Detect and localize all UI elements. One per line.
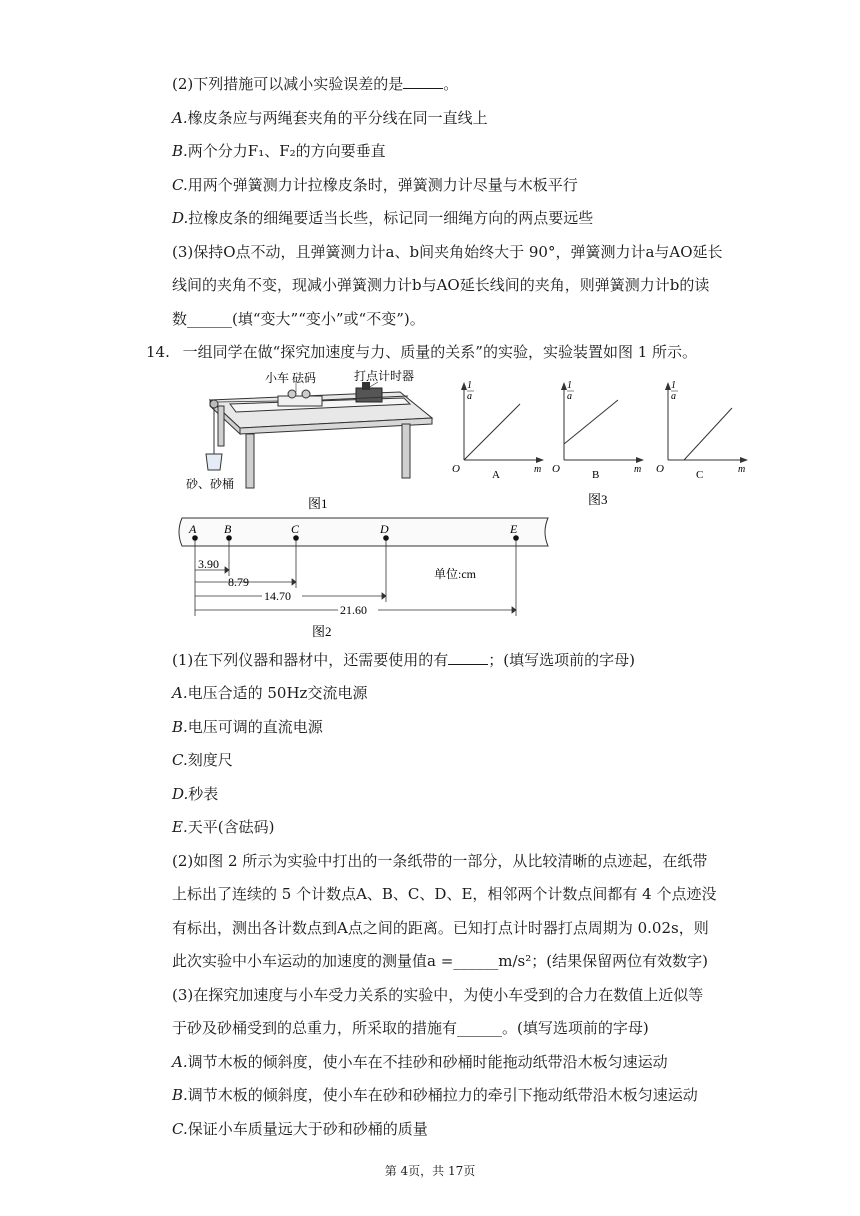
svg-text:O: O	[452, 463, 460, 475]
graph-a	[452, 380, 544, 481]
q13-option-a: A.橡皮条应与两绳套夹角的平分线在同一直线上	[172, 109, 488, 127]
graph-b	[552, 380, 644, 481]
svg-text:a: a	[467, 391, 472, 402]
q13-part3-line1: (3)保持O点不动，且弹簧测力计a、b间夹角始终大于 90°，弹簧测力计a与AO延长	[172, 243, 723, 261]
svg-text:C: C	[696, 469, 704, 481]
q13-part3-line2: 线间的夹角不变，现减小弹簧测力计b与AO延长线间的夹角，则弹簧测力计b的读	[172, 276, 710, 294]
q14-p3-option-b: B.调节木板的倾斜度，使小车在砂和砂桶拉力的牵引下拖动纸带沿木板匀速运动	[172, 1086, 698, 1104]
label-timer: 打点计时器	[354, 370, 415, 383]
q13-part2-question: (2)下列措施可以减小实验误差的是 。	[172, 75, 459, 93]
tape-point-e	[513, 535, 519, 541]
sand-bucket	[206, 454, 222, 470]
svg-text:O: O	[656, 463, 664, 475]
svg-text:a: a	[671, 391, 676, 402]
svg-text:m: m	[534, 464, 542, 475]
tape-point-c	[293, 535, 299, 541]
q14-p1-option-e: E.天平(含砝码)	[172, 818, 275, 836]
table-leg	[402, 424, 410, 478]
q14-part2-line2: 上标出了连续的 5 个计数点A、B、C、D、E，相邻两个计数点间都有 4 个点迹没	[172, 885, 717, 903]
q14-p3-option-a: A.调节木板的倾斜度，使小车在不挂砂和砂桶时能拖动纸带沿木板匀速运动	[172, 1053, 668, 1071]
q14-p3-option-c: C.保证小车质量远大于砂和砂桶的质量	[172, 1120, 428, 1138]
tape-point-a	[192, 535, 198, 541]
figure-1-apparatus	[170, 370, 450, 515]
figure-2-paper-tape	[176, 516, 556, 642]
q14-part2-line1: (2)如图 2 所示为实验中打出的一条纸带的一部分，从比较清晰的点迹起，在纸带	[172, 852, 708, 870]
label-sand: 砂、砂桶	[186, 477, 235, 491]
dot-timer	[356, 388, 382, 402]
distance-ae: 21.60	[340, 603, 367, 617]
q13-option-c: C.用两个弹簧测力计拉橡皮条时，弹簧测力计尽量与木板平行	[172, 176, 578, 194]
svg-text:B: B	[592, 469, 600, 481]
unit-label: 单位:cm	[434, 567, 476, 581]
svg-text:E: E	[510, 522, 518, 536]
answer-blank[interactable]	[448, 650, 488, 665]
q14-p1-option-c: C.刻度尺	[172, 751, 233, 769]
distance-ab: 3.90	[198, 557, 219, 571]
paper-tape	[179, 518, 548, 546]
tape-point-d	[383, 535, 389, 541]
answer-blank[interactable]	[403, 74, 443, 89]
figure-2-caption: 图2	[312, 624, 332, 639]
q14-part2-line3: 有标出，测出各计数点到A点之间的距离。已知打点计时器打点周期为 0.02s，则	[172, 919, 709, 937]
q14-intro: 14. 一组同学在做“探究加速度与力、质量的关系”的实验，实验装置如图 1 所示。	[146, 343, 698, 361]
svg-text:A: A	[189, 522, 197, 536]
tape-point-b	[226, 535, 232, 541]
distance-ad: 14.70	[264, 589, 291, 603]
svg-text:m: m	[738, 464, 746, 475]
svg-text:D: D	[380, 522, 389, 536]
distance-ac: 8.79	[228, 575, 249, 589]
q14-part1-question: (1)在下列仪器和器材中，还需要使用的有 ；(填写选项前的字母)	[172, 651, 635, 669]
figure-3-caption: 图3	[588, 492, 608, 507]
q13-part3-line3: 数______(填“变大”“变小”或“不变”)。	[172, 310, 425, 328]
label-cart: 小车 砝码	[265, 371, 317, 385]
q13-option-b: B.两个分力F₁、F₂的方向要垂直	[172, 142, 386, 160]
svg-text:1: 1	[671, 380, 676, 391]
page-footer: 第 4页，共 17页	[384, 1164, 476, 1178]
cart	[278, 396, 322, 406]
graph-c	[656, 380, 748, 481]
q14-p1-option-b: B.电压可调的直流电源	[172, 718, 323, 736]
q14-p1-option-d: D.秒表	[172, 785, 219, 803]
svg-text:O: O	[552, 463, 560, 475]
q14-part3-line2: 于砂及砂桶受到的总重力，所采取的措施有______。(填写选项前的字母)	[172, 1019, 649, 1037]
svg-text:C: C	[291, 522, 300, 536]
figure-1-caption: 图1	[308, 496, 328, 511]
q14-p1-option-a: A.电压合适的 50Hz交流电源	[172, 684, 368, 702]
svg-text:A: A	[492, 469, 500, 481]
table-leg	[246, 434, 254, 488]
svg-text:m: m	[634, 464, 642, 475]
svg-text:a: a	[567, 391, 572, 402]
svg-text:B: B	[224, 522, 232, 536]
svg-text:1: 1	[567, 380, 572, 391]
svg-text:1: 1	[467, 380, 472, 391]
q13-option-d: D.拉橡皮条的细绳要适当长些，标记同一细绳方向的两点要远些	[172, 209, 594, 227]
q14-part2-line4: 此次实验中小车运动的加速度的测量值a =______m/s²；(结果保留两位有效数字)	[172, 952, 708, 970]
figure-3-graphs	[450, 376, 755, 510]
q14-part3-line1: (3)在探究加速度与小车受力关系的实验中，为使小车受到的合力在数值上近似等	[172, 986, 704, 1004]
